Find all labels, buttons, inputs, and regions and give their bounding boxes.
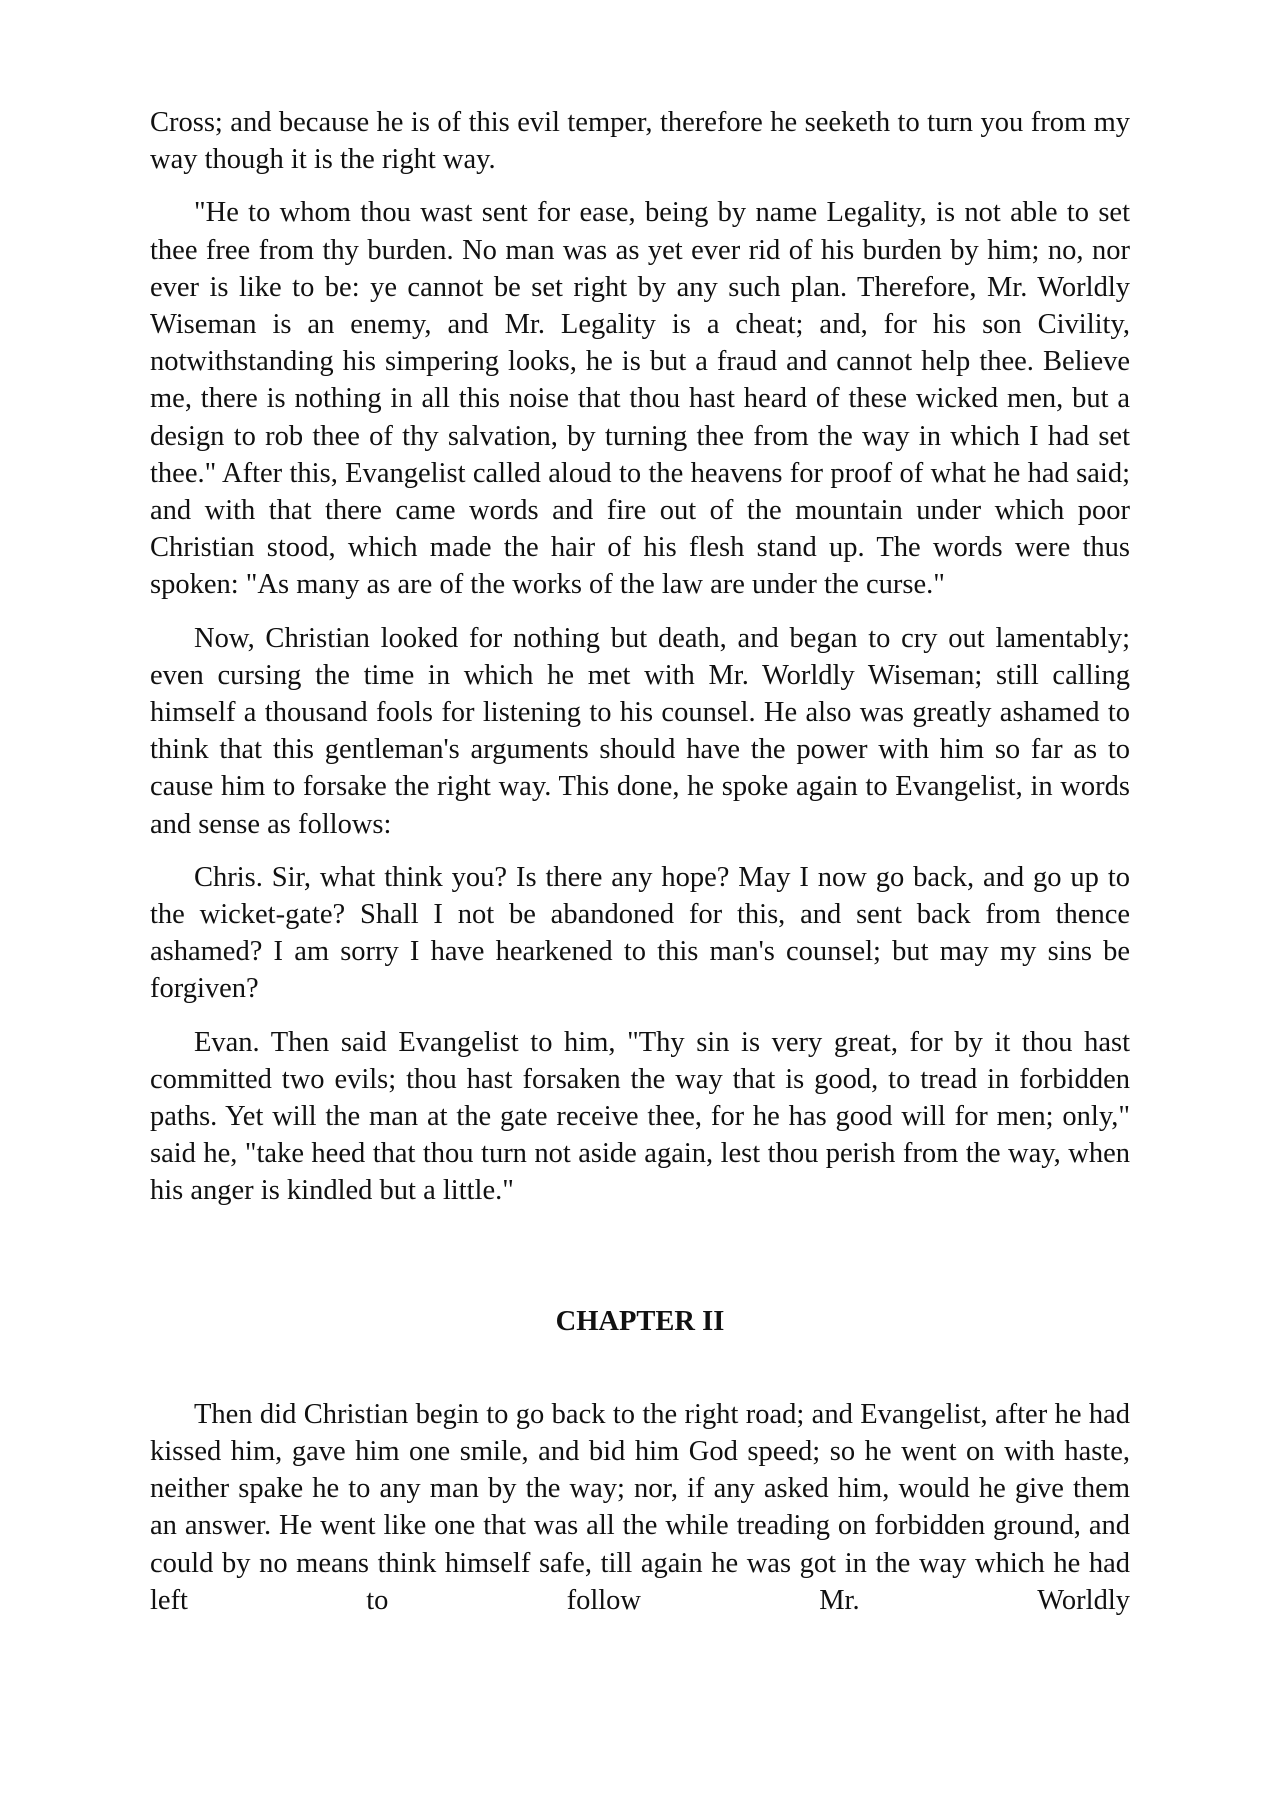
paragraph-christian-lament: Now, Christian looked for nothing but death, and began to cry out lamentably; even cursing the time in which he met with Mr. Worldly Wiseman; still calling himself a thousand fools for listening to his counsel. He also was greatly ashamed to think that this gentleman's arguments should have the power with him so far as to cause him to forsake the right way. This done, he spoke again to Evangelist, in words and sense as follows: [150, 622, 1130, 840]
paragraph-chris-question: Chris. Sir, what think you? Is there any hope? May I now go back, and go up to the wicket-gate? Shall I not be abandoned for this, and sent back from thence ashamed? I am sorry I have hearkened to this man's counsel; but may my sins be forgiven? [150, 861, 1130, 1005]
paragraph-evangelist-speech: "He to whom thou wast sent for ease, being by name Legality, is not able to set thee free from thy burden. No man was as yet ever rid of his burden by him; no, nor ever is like to be: ye cannot be set right by any such plan. Therefore, Mr. Worldly Wiseman is an enemy, and Mr. Legality is a cheat; and, for his son Civility, notwithstanding his simpering looks, he is but a fraud and cannot help thee. Believe me, there is nothing in all this noise that thou hast heard of these wicked men, but a design to rob thee of thy salvation, by turning thee from the way in which I had set thee." After this, Evangelist called aloud to the heavens for proof of what he had said; and with that there came words and fire out of the mountain under which poor Christian stood, which made the hair of his flesh stand up. The words were thus spoken: "As many as are of the works of the law are under the curse." [150, 197, 1130, 601]
paragraph-evan-answer: Evan. Then said Evangelist to him, "Thy sin is very great, for by it thou hast committed two evils; thou hast forsaken the way that is good, to tread in forbidden paths. Yet will the man at the gate receive thee, for he has good will for men; only," said he, "take heed that thou turn not aside again, lest thou perish from the way, when his anger is kindled but a little." [150, 1026, 1130, 1207]
paragraph-continuation: Cross; and because he is of this evil temper, therefore he seeketh to turn you from my way though it is the right way. [150, 107, 1130, 176]
document-page [150, 104, 1130, 1635]
chapter-heading: CHAPTER II [555, 1305, 725, 1337]
paragraph-chapter-opening: Then did Christian begin to go back to the right road; and Evangelist, after he had kissed him, gave him one smile, and bid him God speed; so he went on with haste, neither spake he to any man by the way; nor, if any asked him, would he give them an answer. He went like one that was all the while treading on forbidden ground, and could by no means think himself safe, till again he was got in the way which he had left to follow Mr. Worldly [150, 1398, 1130, 1616]
